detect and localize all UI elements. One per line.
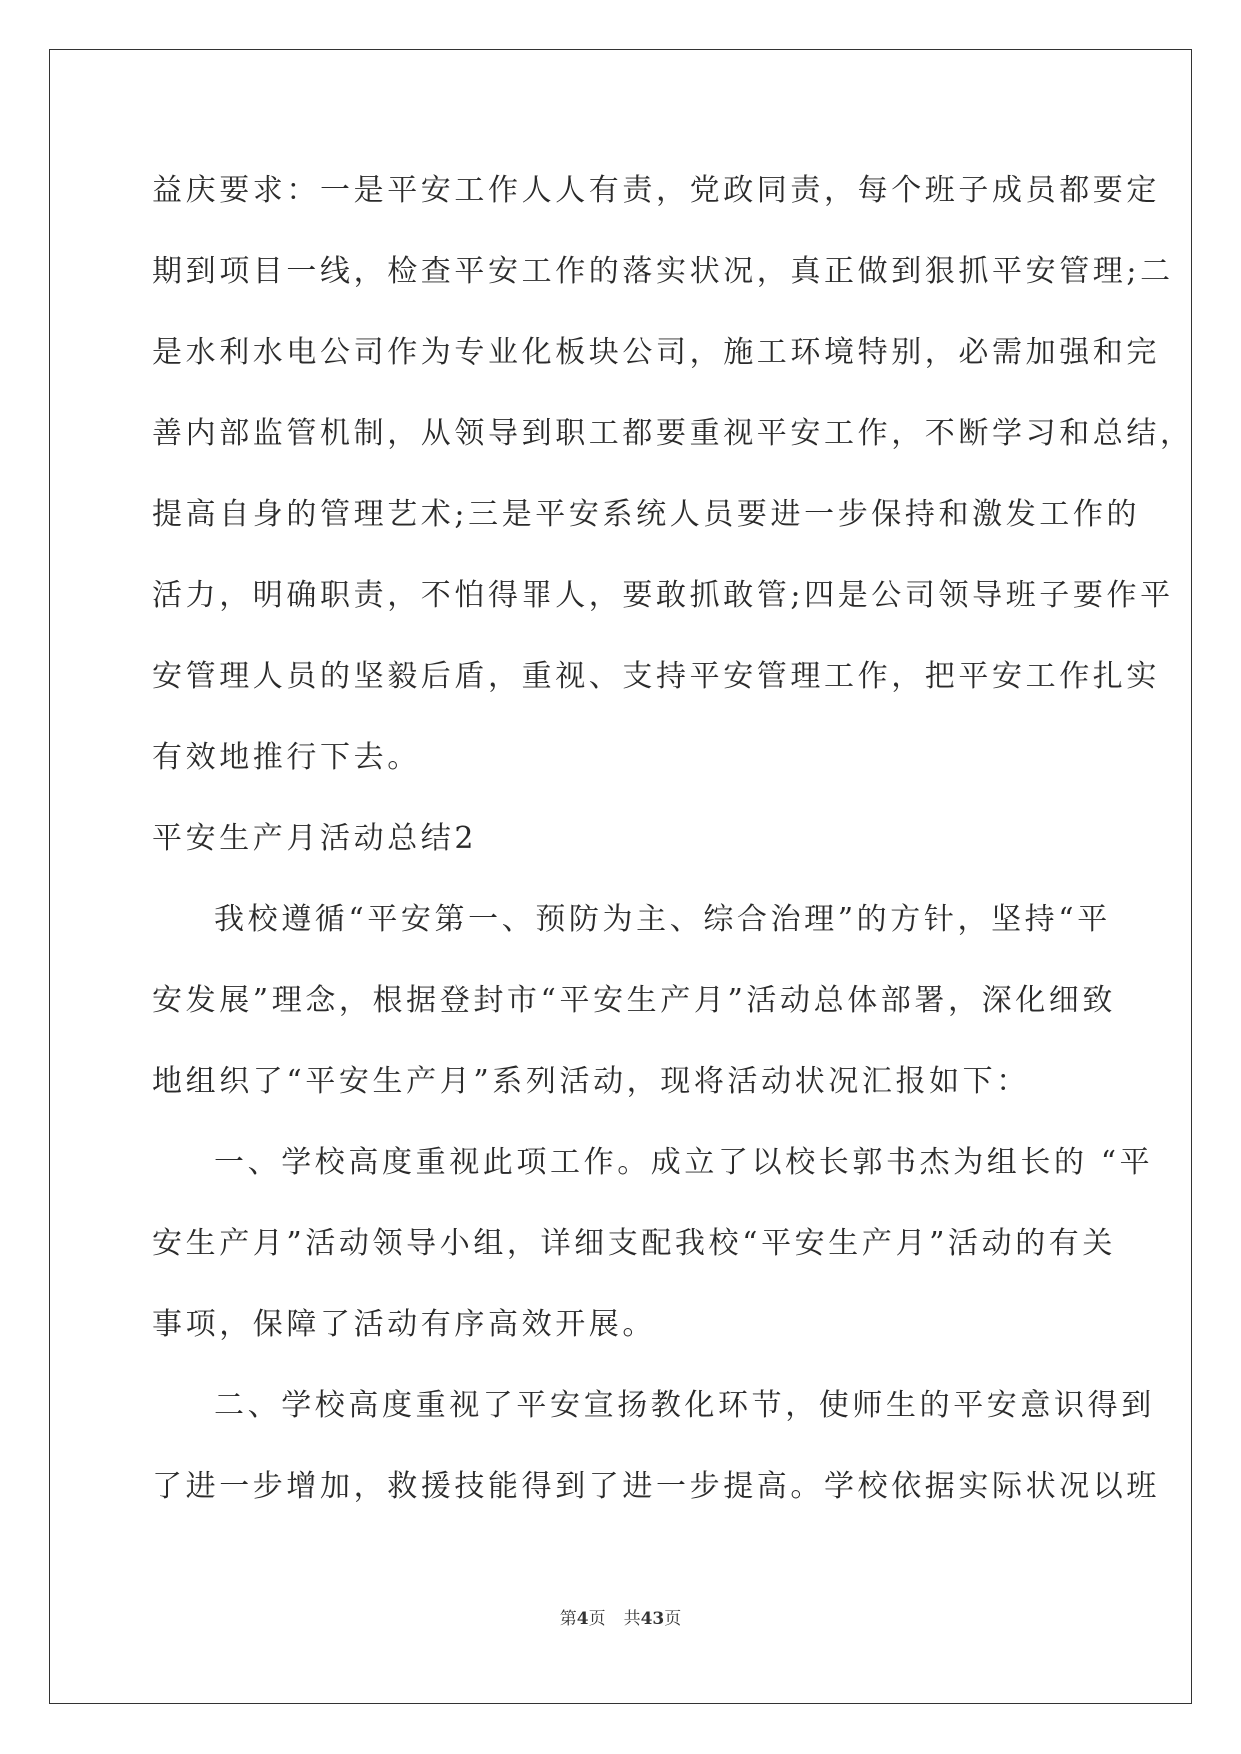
paragraph	[152, 1373, 1160, 1535]
heading-text: 平安生产月活动总结2	[152, 821, 478, 856]
paragraph	[152, 1130, 1154, 1373]
text-line: 益庆要求：一是平安工作人人有责，党政同责，每个班子成员都要定	[152, 173, 1160, 208]
paragraph	[152, 887, 1117, 1130]
text-line: 一、学校高度重视此项工作。成立了以校长郭书杰为组长的 “平	[214, 1145, 1154, 1180]
text-line: 期到项目一线，检查平安工作的落实状况，真正做到狠抓平安管理;二	[152, 254, 1174, 289]
text-line: 事项，保障了活动有序高效开展。	[152, 1307, 656, 1342]
current-page-number: 4	[576, 1609, 589, 1629]
section-heading	[152, 806, 1092, 887]
text-line: 安发展”理念，根据登封市“平安生产月”活动总体部署，深化细致	[152, 983, 1117, 1018]
page-footer	[0, 1604, 1241, 1629]
text-line: 善内部监管机制，从领导到职工都要重视平安工作，不断学习和总结，	[152, 416, 1194, 451]
footer-prefix: 第	[559, 1609, 577, 1629]
text-line: 活力，明确职责，不怕得罪人，要敢抓敢管;四是公司领导班子要作平	[152, 578, 1174, 613]
text-line: 提高自身的管理艺术;三是平安系统人员要进一步保持和激发工作的	[152, 497, 1141, 532]
document-body	[152, 158, 1194, 1535]
footer-total-prefix: 共	[623, 1609, 641, 1629]
text-line: 了进一步增加，救援技能得到了进一步提高。学校依据实际状况以班	[152, 1469, 1160, 1504]
text-line: 安生产月”活动领导小组，详细支配我校“平安生产月”活动的有关	[152, 1226, 1117, 1261]
text-line: 我校遵循“平安第一、预防为主、综合治理”的方针，坚持“平	[214, 902, 1111, 937]
total-pages-number: 43	[640, 1609, 665, 1629]
text-line: 有效地推行下去。	[152, 740, 421, 775]
text-line: 安管理人员的坚毅后盾，重视、支持平安管理工作，把平安工作扎实	[152, 659, 1160, 694]
footer-page-suffix: 页	[588, 1609, 606, 1629]
text-line: 地组织了“平安生产月”系列活动，现将活动状况汇报如下：	[152, 1064, 1030, 1099]
footer-total-suffix: 页	[664, 1609, 682, 1629]
paragraph	[152, 158, 1194, 806]
text-line: 二、学校高度重视了平安宣扬教化环节，使师生的平安意识得到	[214, 1388, 1155, 1423]
text-line: 是水利水电公司作为专业化板块公司，施工环境特别，必需加强和完	[152, 335, 1160, 370]
